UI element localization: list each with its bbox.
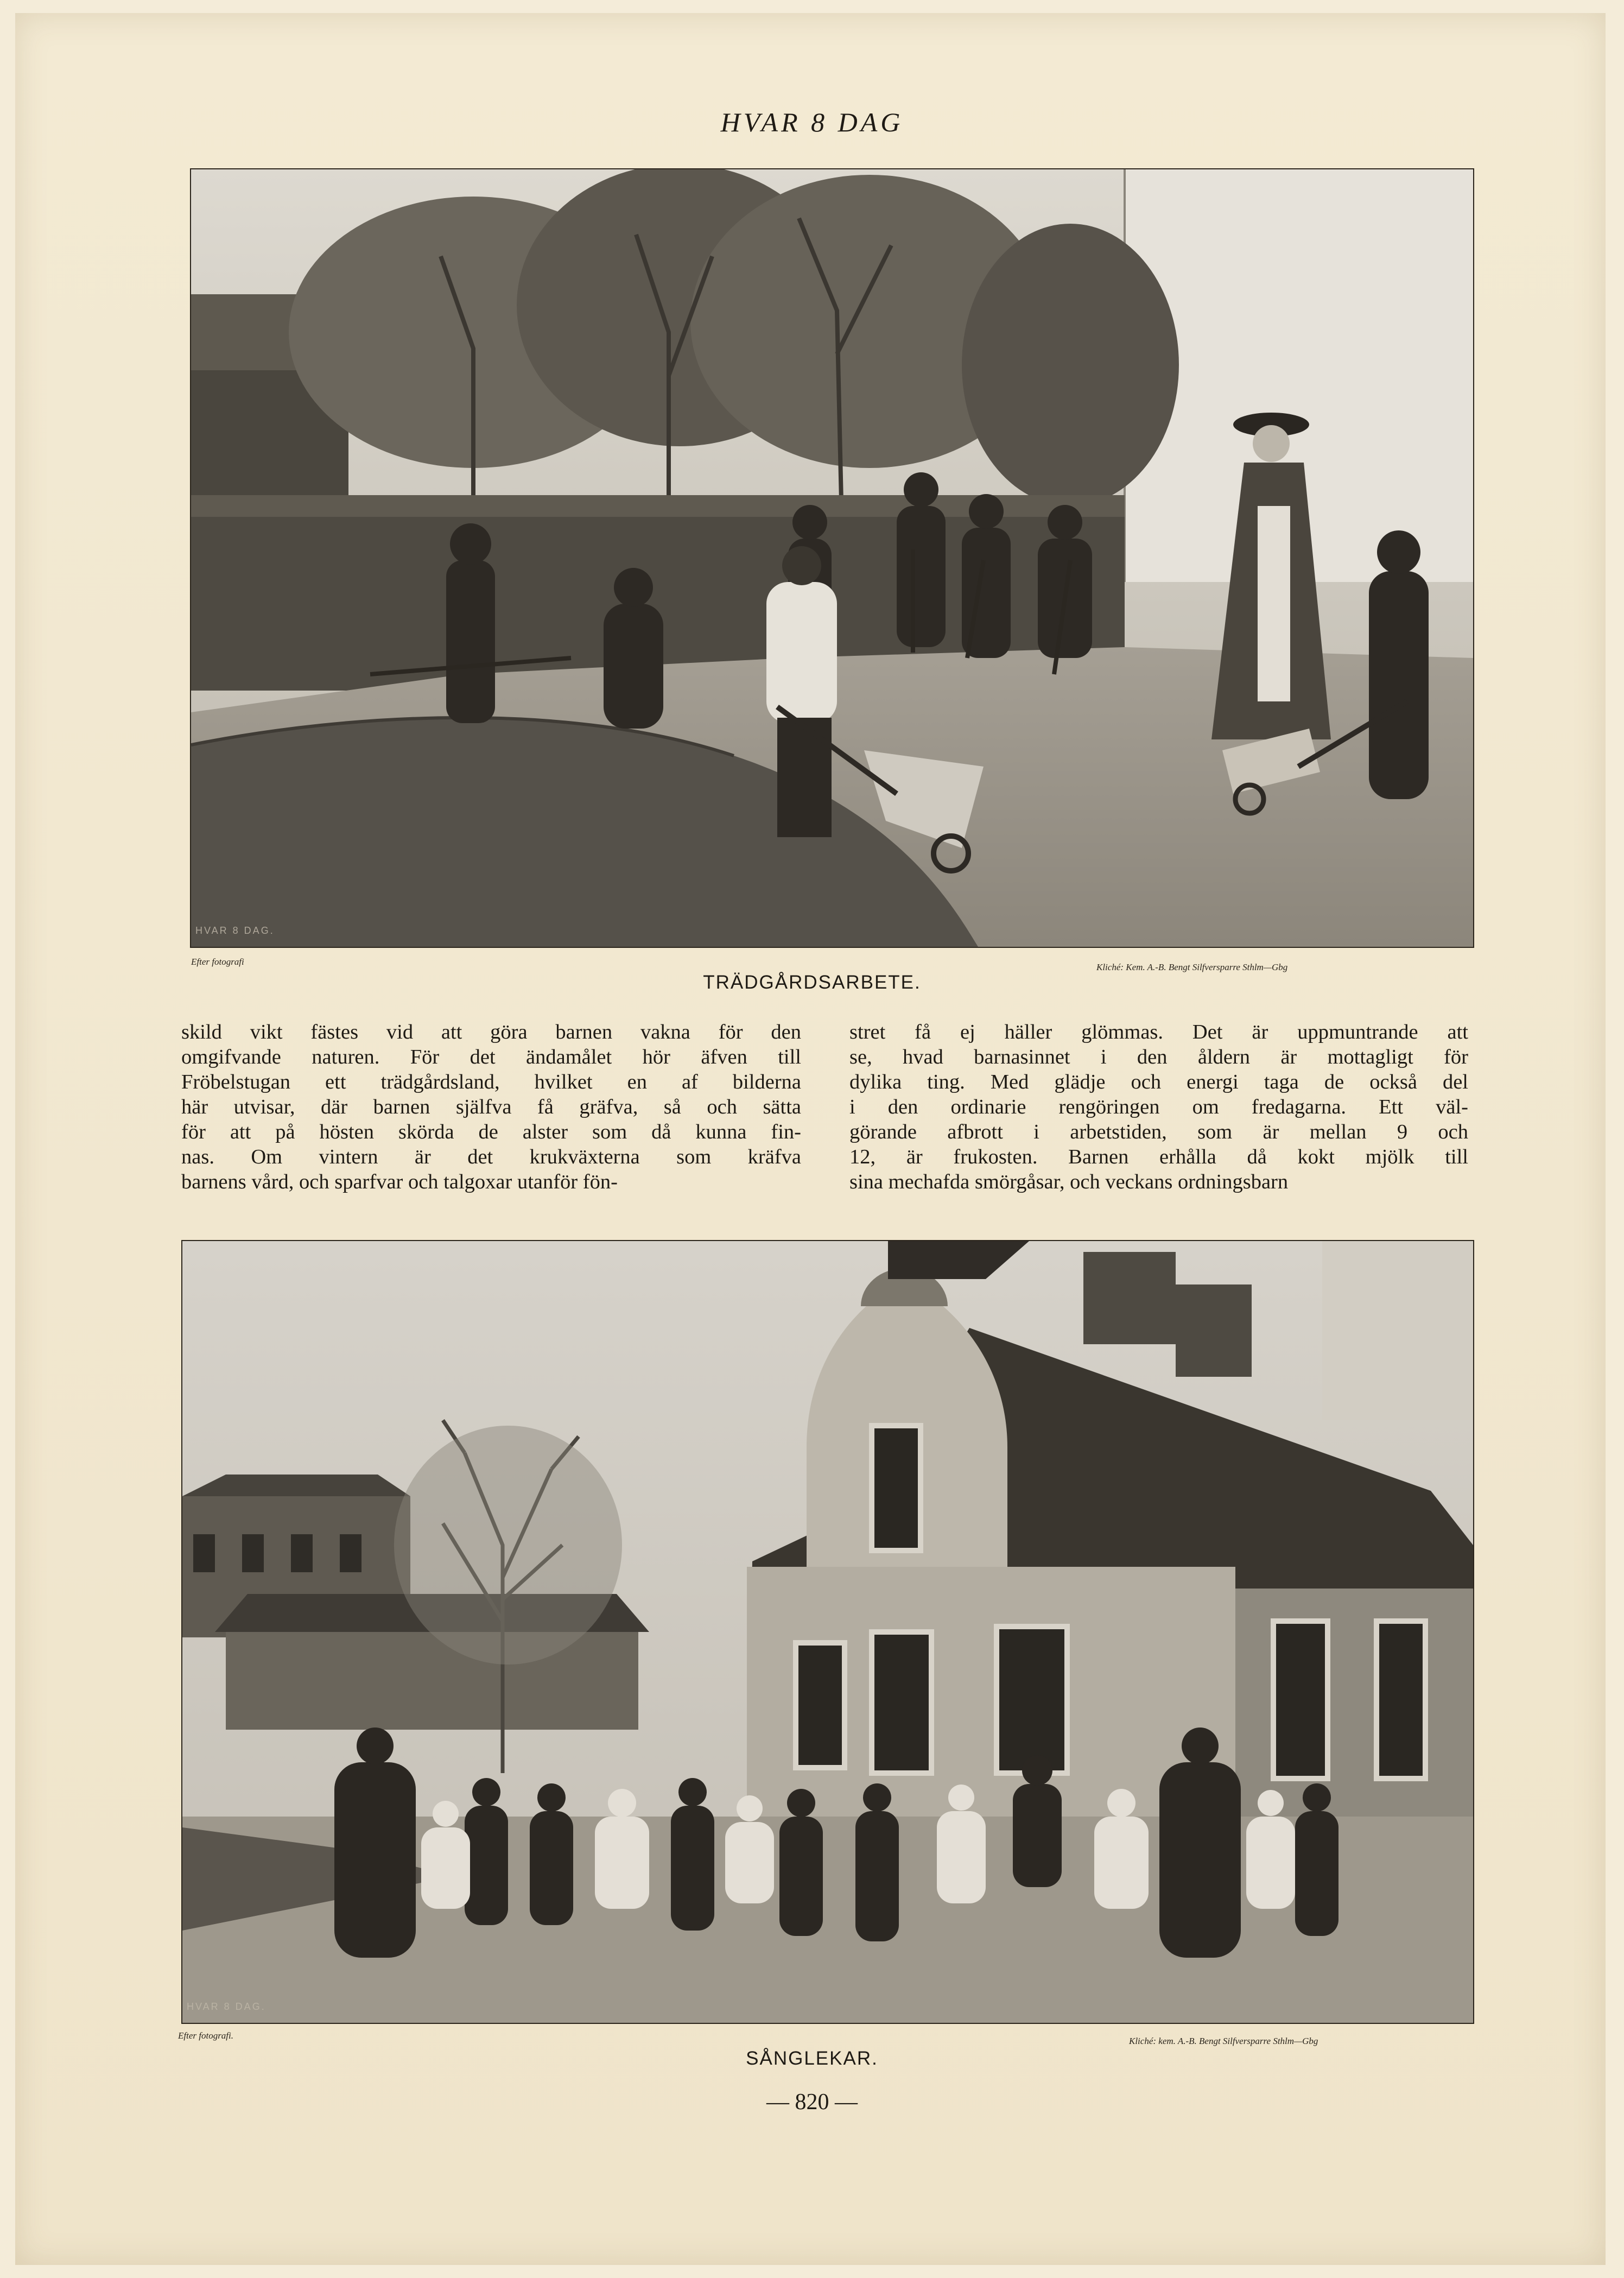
photo-credit-right: Kliché: kem. A.-B. Bengt Silfversparre Sthlm—Gbg	[1129, 2036, 1318, 2046]
text-line: här utvisar, där barnen själfva få gräfva, så och sätta	[181, 1096, 801, 1118]
text-line: omgifvande naturen. För det ändamålet hör äfven till	[181, 1046, 801, 1068]
text-line: Fröbelstugan ett trädgårdsland, hvilket en af bilderna	[181, 1071, 801, 1093]
text-line: nas. Om vintern är det krukväxterna som kräfva	[181, 1146, 801, 1168]
text-line: i den ordinarie rengöringen om fredagarna. Ett väl-	[849, 1096, 1468, 1118]
text-column-left	[181, 1020, 801, 1194]
garden-photo-illustration	[191, 169, 1473, 947]
photo-watermark: HVAR 8 DAG.	[187, 2001, 266, 2012]
page-number: — 820 —	[766, 2090, 858, 2115]
text-column-right	[849, 1020, 1468, 1194]
singing-games-photo-illustration	[182, 1241, 1473, 2023]
text-line: barnens vård, och sparfvar och talgoxar utanför fön-	[181, 1170, 618, 1193]
photo-credit-left: Efter fotografi.	[178, 2030, 233, 2041]
text-line: stret få ej häller glömmas. Det är uppmuntrande att	[849, 1021, 1468, 1043]
photo-garden-work	[190, 168, 1474, 948]
photo-singing-games	[181, 1240, 1474, 2024]
photo-caption: SÅNGLEKAR.	[746, 2048, 878, 2069]
text-line: sina mechafda smörgåsar, och veckans ordningsbarn	[849, 1170, 1289, 1193]
text-line: görande afbrott i arbetstiden, som är mellan 9 och	[849, 1121, 1468, 1143]
text-line: se, hvad barnasinnet i den åldern är mottagligt för	[849, 1046, 1468, 1068]
photo-caption: TRÄDGÅRDSARBETE.	[703, 972, 921, 993]
text-line: skild vikt fästes vid att göra barnen vakna för den	[181, 1021, 801, 1043]
text-line: 12, är frukosten. Barnen erhålla då kokt mjölk till	[849, 1146, 1468, 1168]
text-line: dylika ting. Med glädje och energi taga de också del	[849, 1071, 1468, 1093]
page-header: HVAR 8 DAG	[720, 107, 904, 137]
text-line: för att på hösten skörda de alster som då kunna fin-	[181, 1121, 801, 1143]
photo-credit-left: Efter fotografi	[191, 957, 244, 967]
photo-credit-right: Kliché: Kem. A.-B. Bengt Silfversparre Sthlm—Gbg	[1096, 962, 1288, 972]
photo-watermark: HVAR 8 DAG.	[195, 925, 275, 936]
